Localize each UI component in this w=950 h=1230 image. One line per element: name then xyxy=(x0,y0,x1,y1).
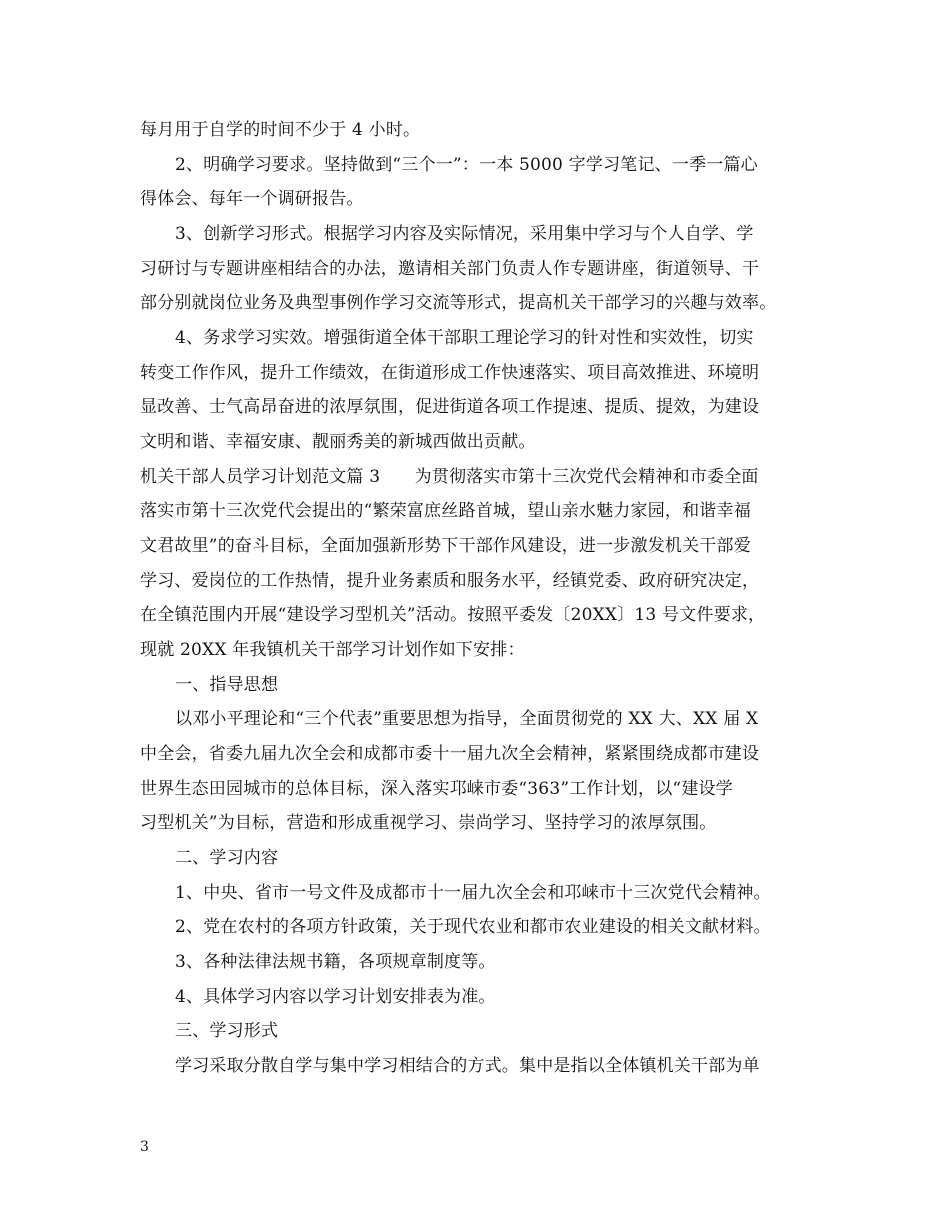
paragraph-line: 得体会、每年一个调研报告。 xyxy=(140,189,364,209)
paragraph-line: 文君故里”的奋斗目标，全面加强新形势下干部作风建设，进一步激发机关干部爱 xyxy=(140,536,751,556)
paragraph-line: 现就 20XX 年我镇机关干部学习计划作如下安排： xyxy=(140,640,525,660)
paragraph-line: 文明和谐、幸福安康、靓丽秀美的新城西做出贡献。 xyxy=(140,432,536,452)
paragraph-line: 中全会，省委九届九次全会和成都市委十一届九次全会精神，紧紧围绕成都市建设 xyxy=(140,744,760,764)
paragraph-line: 转变工作作风，提升工作绩效，在街道形成工作快速落实、项目高效推进、环境明 xyxy=(140,363,760,383)
paragraph-line: 学习采取分散自学与集中学习相结合的方式。集中是指以全体镇机关干部为单 xyxy=(175,1056,760,1076)
paragraph-line: 部分别就岗位业务及典型事例作学习交流等形式，提高机关干部学习的兴趣与效率。 xyxy=(140,293,777,313)
paragraph-line: 在全镇范围内开展“建设学习型机关”活动。按照平委发〔20XX〕13 号文件要求， xyxy=(140,605,766,625)
section-heading: 一、指导思想 xyxy=(175,675,279,695)
paragraph-line: 3、创新学习形式。根据学习内容及实际情况，采用集中学习与个人自学、学 xyxy=(175,224,754,244)
paragraph-line: 学习、爱岗位的工作热情，提升业务素质和服务水平，经镇党委、政府研究决定， xyxy=(140,571,760,591)
section-heading-line: 机关干部人员学习计划范文篇 3 为贯彻落实市第十三次党代会精神和市委全面 xyxy=(140,467,759,487)
paragraph-line: 4、务求学习实效。增强街道全体干部职工理论学习的针对性和实效性，切实 xyxy=(175,328,754,348)
paragraph-line: 习研讨与专题讲座相结合的办法，邀请相关部门负责人作专题讲座，街道领导、干 xyxy=(140,259,760,279)
page-number: 3 xyxy=(140,1139,149,1155)
paragraph-line: 世界生态田园城市的总体目标，深入落实邛崃市委“363”工作计划，以“建设学 xyxy=(140,779,733,799)
paragraph-line: 每月用于自学的时间不少于 4 小时。 xyxy=(140,120,421,140)
list-item: 4、具体学习内容以学习计划安排表为准。 xyxy=(175,987,496,1007)
section-heading: 三、学习形式 xyxy=(175,1021,279,1041)
list-item: 2、党在农村的各项方针政策，关于现代农业和都市农业建设的相关文献材料。 xyxy=(175,917,771,937)
paragraph-line: 显改善、士气高昂奋进的浓厚氛围，促进街道各项工作提速、提质、提效，为建设 xyxy=(140,397,760,417)
paragraph-line: 2、明确学习要求。坚持做到“三个一”：一本 5000 字学习笔记、一季一篇心 xyxy=(175,155,758,175)
list-item: 1、中央、省市一号文件及成都市十一届九次全会和邛崃市十三次党代会精神。 xyxy=(175,883,771,903)
section-heading: 二、学习内容 xyxy=(175,848,279,868)
list-item: 3、各种法律法规书籍，各项规章制度等。 xyxy=(175,952,496,972)
paragraph-line: 以邓小平理论和“三个代表”重要思想为指导，全面贯彻党的 XX 大、XX 届 X xyxy=(175,709,759,729)
paragraph-line: 习型机关”为目标，营造和形成重视学习、崇尚学习、坚持学习的浓厚氛围。 xyxy=(140,813,717,833)
paragraph-line: 落实市第十三次党代会提出的“繁荣富庶丝路首城，望山亲水魅力家园，和谐幸福 xyxy=(140,501,751,521)
